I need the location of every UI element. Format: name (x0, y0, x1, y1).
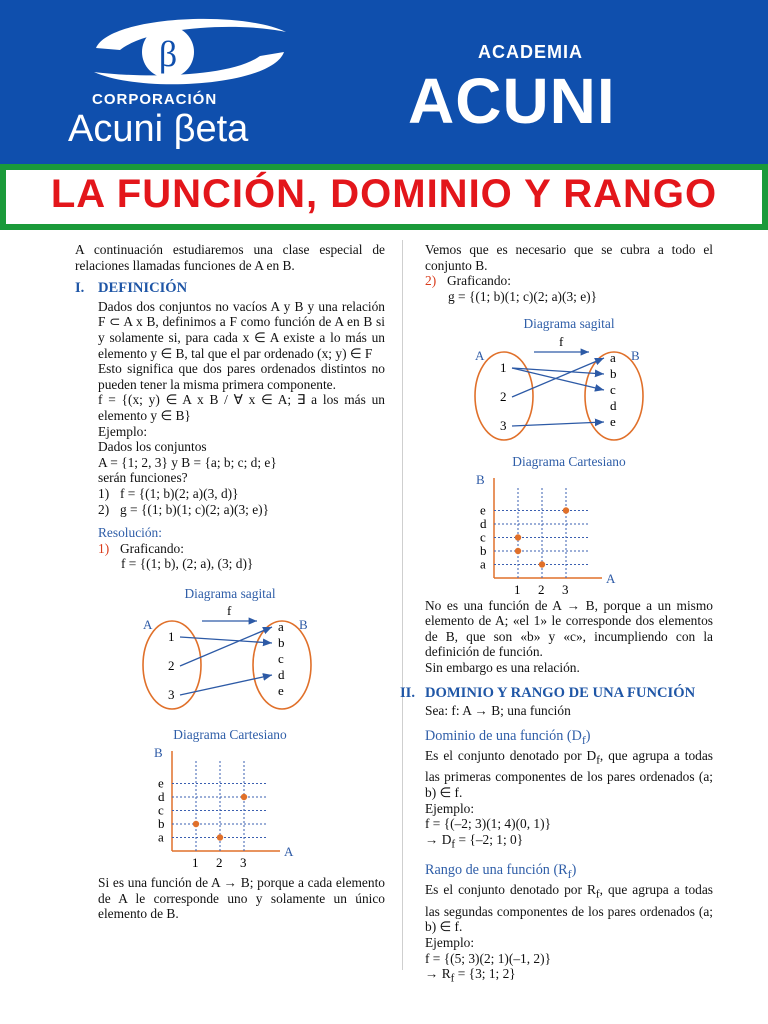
right-column (400, 242, 713, 987)
conclusion-g: No es una función de A → B, porque a un mismo elemento de A; «el 1» le corresponde dos elementos de B, que son «b» y «c», incumpliendo con la definición de función. (425, 597, 713, 660)
x-tick-label: 1 (514, 581, 521, 597)
set-b-label: B (299, 617, 308, 633)
codomain-element: a (278, 619, 284, 635)
x-tick-label: 3 (240, 855, 247, 871)
y-tick-label: d (480, 515, 487, 531)
pair-point (193, 821, 199, 827)
x-tick-label: 1 (192, 855, 199, 871)
cartesian-diagram-f (75, 743, 385, 871)
mapping-label: f (227, 603, 232, 619)
pair-arrow (180, 627, 272, 666)
academy-name: ACUNI (408, 65, 616, 137)
codomain-element: b (610, 365, 617, 381)
domain-example: f = {(–2; 3)(1; 4)(0, 1)} (425, 816, 552, 832)
x-tick-label: 3 (562, 581, 569, 597)
domain-definition: Es el conjunto denotado por $D_f$, que agrupa a todas las primeras componentes de los pares ordenados (a; b) ∈ f. (425, 748, 713, 800)
pair-point (563, 507, 569, 513)
academy-label: ACADEMIA (478, 42, 583, 62)
definition-formula: f = {(x; y) ∈ A x B / ∀ x ∈ A; ∃ a los más un elemento y ∈ B} (98, 392, 385, 423)
domain-heading: Dominio de una función $(D_f)$ (425, 727, 591, 747)
section-heading-definicion (75, 281, 385, 297)
codomain-element: d (610, 397, 617, 413)
range-example-label: Ejemplo: (425, 934, 475, 950)
domain-element: 3 (168, 687, 175, 703)
domain-element: 3 (500, 417, 507, 433)
y-tick-label: a (158, 829, 164, 845)
domain-element: 2 (500, 388, 507, 404)
intro-paragraph: A continuación estudiaremos una clase especial de relaciones llamadas funciones de A en B. (75, 242, 385, 273)
example-item-2: 2) g = {(1; b)(1; c)(2; a)(3; e)} (98, 501, 270, 517)
pair-point (539, 561, 545, 567)
domain-element: 1 (168, 629, 175, 645)
section-number: I. (75, 280, 85, 297)
y-tick-label: c (158, 802, 164, 818)
section-title: DEFINICIÓN (98, 280, 188, 297)
left-column (75, 242, 385, 922)
set-b-label: B (631, 347, 640, 363)
x-tick-label: 2 (538, 581, 545, 597)
set-a-label: A (143, 617, 153, 633)
example-label: Ejemplo: (98, 423, 148, 439)
set-a-label: A (475, 347, 485, 363)
range-example: f = {(5; 3)(2; 1)(–1, 2)} (425, 950, 552, 966)
y-tick-label: b (158, 816, 165, 832)
column-divider (402, 240, 403, 970)
pair-arrow (512, 358, 604, 397)
range-result: → $R_f = \{3$; 1; 2} (425, 966, 516, 985)
x-tick-label: 2 (216, 855, 223, 871)
pair-point (515, 534, 521, 540)
conclusion-relation: Sin embargo es una relación. (425, 659, 580, 675)
domain-example-label: Ejemplo: (425, 800, 475, 816)
sagittal-diagram-f (75, 601, 385, 723)
definition-note: Esto significa que dos pares ordenados distintos no pueden tener la misma primera componente. (98, 361, 385, 392)
y-tick-label: e (480, 502, 486, 518)
example-sets: A = {1; 2, 3} y B = {a; b; c; d; e} (98, 454, 277, 470)
pair-point (217, 834, 223, 840)
y-tick-label: e (158, 775, 164, 791)
domain-result: → $D_f = \{-2$; 1; 0} (425, 831, 524, 851)
mapping-label: f (559, 333, 564, 349)
cartesian-diagram-title: Diagrama Cartesiano (173, 727, 287, 743)
cartesian-diagram-title: Diagrama Cartesiano (512, 453, 626, 469)
pair-point (241, 794, 247, 800)
function-statement: Sea: f: A → B; una función (425, 703, 571, 719)
sagittal-diagram-title: Diagrama sagital (523, 316, 615, 332)
section-heading-dominio-rango: II. DOMINIO Y RANGO DE UNA FUNCIÓN (400, 684, 696, 701)
pair-point (515, 547, 521, 553)
example-question: serán funciones? (98, 470, 188, 486)
logo-corporation-label: CORPORACIÓN (92, 91, 218, 108)
y-tick-label: a (480, 556, 486, 572)
logo-brand-name: Acuni βeta (68, 108, 249, 150)
codomain-element: b (278, 635, 285, 651)
y-axis-label: B (476, 471, 485, 487)
resolution-step: 1) Graficando: (98, 540, 184, 556)
graph-step-2: 2) Graficando: (425, 273, 511, 289)
codomain-element: c (278, 651, 284, 667)
x-axis-label: A (606, 570, 616, 586)
codomain-element: e (278, 683, 284, 699)
beta-symbol: β (158, 34, 178, 74)
y-axis-label: B (154, 745, 163, 761)
domain-element: 1 (500, 359, 507, 375)
graph-set-g: g = {(1; b)(1; c)(2; a)(3; e)} (448, 288, 598, 304)
x-axis-label: A (284, 844, 294, 860)
definition-paragraph: Dados dos conjuntos no vacíos A y B y una relación F ⊂ A x B, definimos a F como función de A en B si y solamente si, para cada x ∈ A existe a lo más un elemento y ∈ B, tal que el par ordenado (x; y) ∈ F (98, 298, 385, 361)
codomain-element: e (610, 413, 616, 429)
y-tick-label: c (480, 529, 486, 545)
codomain-element: a (610, 349, 616, 365)
conclusion-f: Si es una función de A → B; porque a cada elemento de A le corresponde uno y solamente un único elemento de B. (98, 875, 385, 922)
y-tick-label: d (158, 789, 165, 805)
sagittal-diagram-title: Diagrama sagital (184, 585, 276, 601)
sagittal-diagram-g (425, 332, 713, 454)
domain-element: 2 (168, 658, 175, 674)
resolution-set: f = {(1; b), (2; a), (3; d)} (121, 556, 254, 572)
page-title: LA FUNCIÓN, DOMINIO Y RANGO (50, 172, 718, 216)
cartesian-diagram-g (425, 470, 713, 597)
example-item-1: 1) f = {(1; b)(2; a)(3, d)} (98, 485, 239, 501)
coverage-paragraph: Vemos que es necesario que se cubra a todo el conjunto B. (425, 242, 713, 273)
codomain-element: d (278, 667, 285, 683)
y-tick-label: b (480, 542, 487, 558)
example-line: Dados los conjuntos (98, 439, 207, 455)
range-heading: Rango de una función $(R_f)$ (425, 862, 577, 881)
resolution-label: Resolución: (98, 525, 162, 541)
codomain-element: c (610, 381, 616, 397)
range-definition: Es el conjunto denotado por $R_f$, que agrupa a todas las segundas componentes de los pares ordenados (a; b) ∈ f. (425, 882, 713, 935)
